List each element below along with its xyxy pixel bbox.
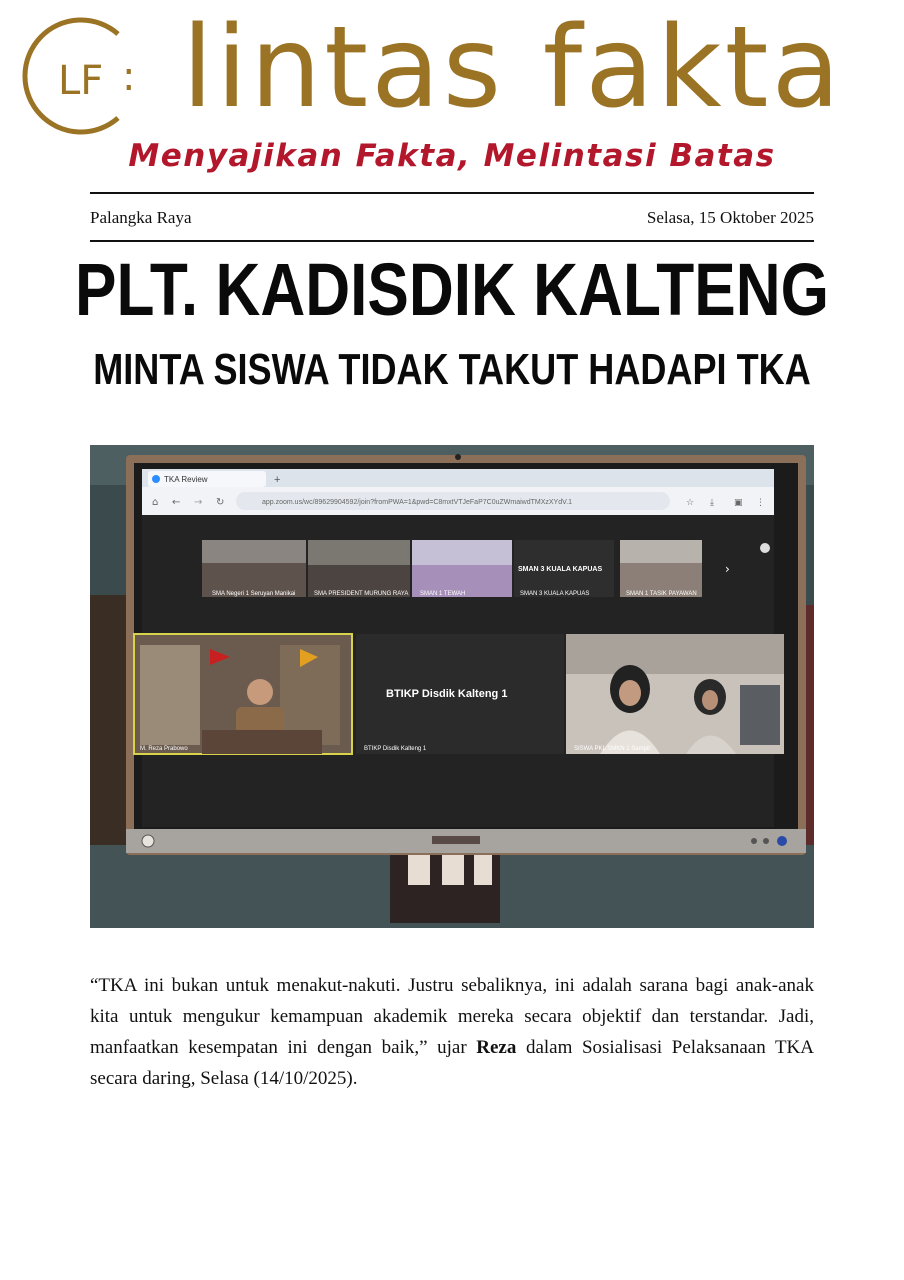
video-tile-siswa <box>566 634 784 754</box>
dateline-location: Palangka Raya <box>90 208 192 227</box>
thumbnail-label: SMAN 3 KUALA KAPUAS <box>520 591 590 597</box>
quote-text: “TKA ini bukan untuk menakut-nakuti. Justru sebaliknya, ini adalah sarana bagi anak-anak kita untuk mengukur kemampuan akademik mereka secara objektif dan terstandar. Jadi, manfaatkan kesempatan ini dengan baik,” ujar <box>90 975 814 1058</box>
video-tile-btikp <box>356 634 564 754</box>
headline-main: PLT. KADISDIK KALTENG <box>75 248 829 331</box>
thumbnail-strip <box>202 540 770 597</box>
tagline: Menyajikan Fakta, Melintasi Batas <box>128 138 776 174</box>
tile-title: BTIKP Disdik Kalteng 1 <box>386 688 508 700</box>
reload-icon[interactable]: ↻ <box>216 497 225 508</box>
download-icon[interactable]: ⤓ <box>710 498 714 508</box>
thumbnail-label: SMA PRESIDENT MURUNG RAYA <box>314 591 409 597</box>
bottom-rule <box>90 240 814 242</box>
svg-text::: : <box>122 54 136 100</box>
tile-label: SISWA PKL SMKN 1 Sampit <box>574 746 650 752</box>
browser-tab-title[interactable]: TKA Review <box>164 475 208 484</box>
menu-kebab-icon[interactable]: ⋮ <box>756 498 765 508</box>
back-icon[interactable]: ← <box>172 497 181 508</box>
dateline-date: Selasa, 15 Oktober 2025 <box>646 208 814 227</box>
forward-icon[interactable]: → <box>194 497 203 508</box>
headline-sub: MINTA SISWA TIDAK TAKUT HADAPI TKA <box>93 345 811 394</box>
next-page-icon[interactable]: › <box>725 562 730 576</box>
thumbnail-label: SMAN 1 TEWAH <box>420 591 466 597</box>
photo-illustration <box>90 445 814 928</box>
svg-text:LF: LF <box>58 58 104 104</box>
masthead-logo <box>22 3 882 143</box>
top-rule <box>90 192 814 194</box>
bookmark-star-icon[interactable]: ☆ <box>686 498 695 508</box>
home-icon[interactable]: ⌂ <box>152 497 159 508</box>
brand-name: lintas fakta <box>182 3 844 133</box>
new-tab-button[interactable]: + <box>274 474 281 486</box>
tile-label: BTIKP Disdik Kalteng 1 <box>364 746 427 752</box>
address-bar[interactable]: app.zoom.us/wc/89629904592/join?fromPWA=1&pwd=C8mxtVTJeFaP7C0uZWmaiwdTMXzXYdV.1 <box>262 499 572 506</box>
speaker-name: Reza <box>476 1037 517 1058</box>
tile-label: M. Reza Prabowo <box>140 746 188 752</box>
lf-logo-icon <box>22 12 150 140</box>
dateline <box>90 208 814 228</box>
thumbnail-label: SMA Negeri 1 Seruyan Manikai <box>212 591 296 597</box>
extension-icon[interactable]: ▣ <box>734 498 743 508</box>
video-tile-reza <box>134 634 352 754</box>
thumbnail-title: SMAN 3 KUALA KAPUAS <box>518 566 603 573</box>
thumbnail-label: SMAN 1 TASIK PAYAWAN <box>626 591 697 597</box>
article-paragraph <box>90 970 814 1094</box>
article-photo <box>90 445 814 928</box>
quote-text-end: dalam Sosialisasi Pelaksanaan TKA secara daring, Selasa (14/10/2025). <box>90 1037 814 1089</box>
